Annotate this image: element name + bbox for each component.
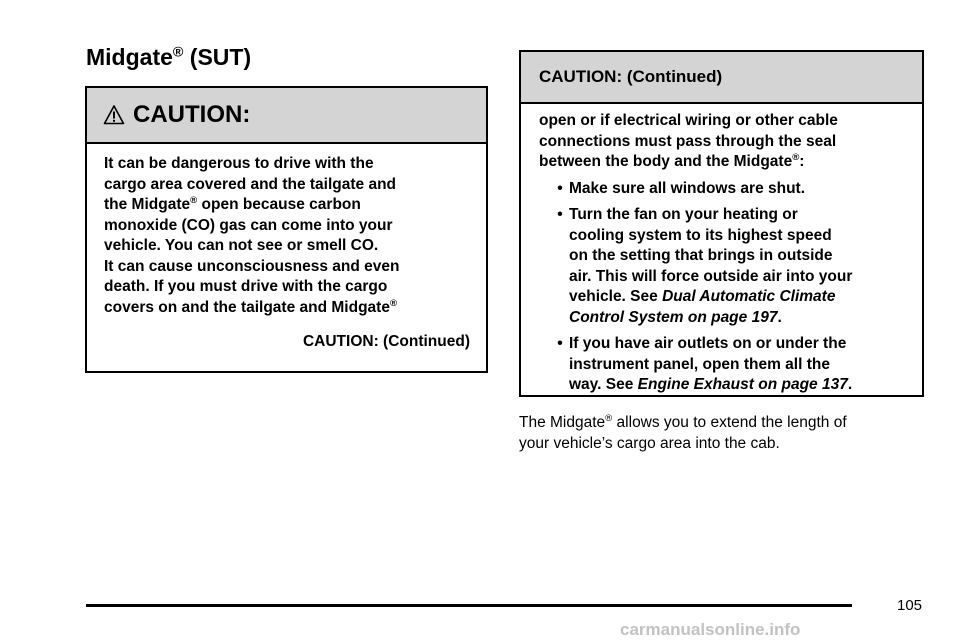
cross-reference-link: Dual Automatic Climate: [662, 288, 836, 305]
footer-divider: [86, 604, 852, 607]
caution-line: connections must pass through the seal: [539, 132, 837, 150]
caution-line: monoxide (CO) gas can come into your: [104, 216, 393, 234]
bullet-text: vehicle. See: [569, 288, 663, 305]
bullet-text: Make sure all windows are shut.: [569, 179, 806, 197]
bullet-item: [539, 205, 910, 328]
bullet-text: air. This will force outside air into your: [569, 267, 853, 285]
registered-mark: ®: [190, 194, 198, 206]
bullet-icon: •: [557, 179, 563, 197]
cross-reference-link: Engine Exhaust on page 137: [637, 376, 848, 393]
heading-title: Midgate: [86, 44, 173, 70]
caution-text: open because carbon: [197, 196, 361, 213]
heading-suffix: (SUT): [183, 44, 252, 70]
caution-text: between the body and the Midgate: [539, 153, 793, 170]
bullet-text: .: [847, 376, 853, 393]
section-heading: [86, 44, 251, 71]
bullet-item: [539, 179, 910, 200]
caution-line: vehicle. You can not see or smell CO.: [104, 237, 379, 254]
body-line: your vehicle’s cargo area into the cab.: [519, 435, 780, 452]
caution-continued-body: [521, 104, 922, 396]
caution-line: cargo area covered and the tailgate and: [104, 175, 397, 193]
caution-box-header: [87, 88, 486, 144]
body-paragraph: [519, 412, 847, 454]
caution-line: death. If you must drive with the cargo: [104, 278, 388, 295]
watermark: carmanualsonline.info: [620, 620, 801, 639]
caution-triangle-icon: [103, 104, 125, 126]
cross-reference-link: Control System on page 197: [569, 308, 778, 326]
registered-mark: ®: [605, 412, 613, 424]
caution-line: open or if electrical wiring or other cable: [539, 112, 838, 129]
body-text: allows you to extend the length of: [612, 414, 847, 431]
page-number: 105: [897, 597, 923, 614]
caution-text: :: [799, 153, 805, 170]
caution-line: It can be dangerous to drive with the: [104, 155, 374, 172]
bullet-text: If you have air outlets on or under the: [569, 335, 847, 352]
body-line: [519, 412, 847, 433]
registered-mark: ®: [792, 151, 800, 163]
caution-text: the Midgate: [104, 196, 191, 213]
caution-line: It can cause unconsciousness and even: [104, 257, 400, 275]
bullet-text: instrument panel, open them all the: [569, 355, 830, 373]
caution-continued-box: [519, 50, 924, 397]
caution-title: CAUTION:: [133, 101, 251, 128]
caution-continued-label: CAUTION: (Continued): [302, 333, 470, 350]
bullet-icon: •: [557, 206, 563, 223]
bullet-text: Turn the fan on your heating or: [569, 206, 798, 223]
caution-body: [87, 144, 486, 353]
body-text: The Midgate: [519, 414, 606, 431]
caution-box: [85, 86, 488, 373]
bullet-text: way. See: [569, 376, 638, 393]
caution-line: [104, 298, 472, 319]
caution-text: covers on and the tailgate and Midgate: [104, 298, 390, 316]
bullet-text: on the setting that brings in outside: [569, 247, 833, 264]
bullet-icon: •: [557, 335, 563, 352]
caution-line: [539, 152, 910, 173]
caution-continued-header: CAUTION: (Continued): [521, 52, 922, 104]
bullet-item: [539, 334, 910, 396]
registered-mark: ®: [172, 44, 184, 61]
bullet-text: .: [777, 308, 782, 326]
caution-line: [104, 195, 472, 216]
bullet-text: cooling system to its highest speed: [569, 226, 832, 244]
caution-bullet-list: [539, 179, 910, 396]
registered-mark: ®: [389, 297, 398, 309]
